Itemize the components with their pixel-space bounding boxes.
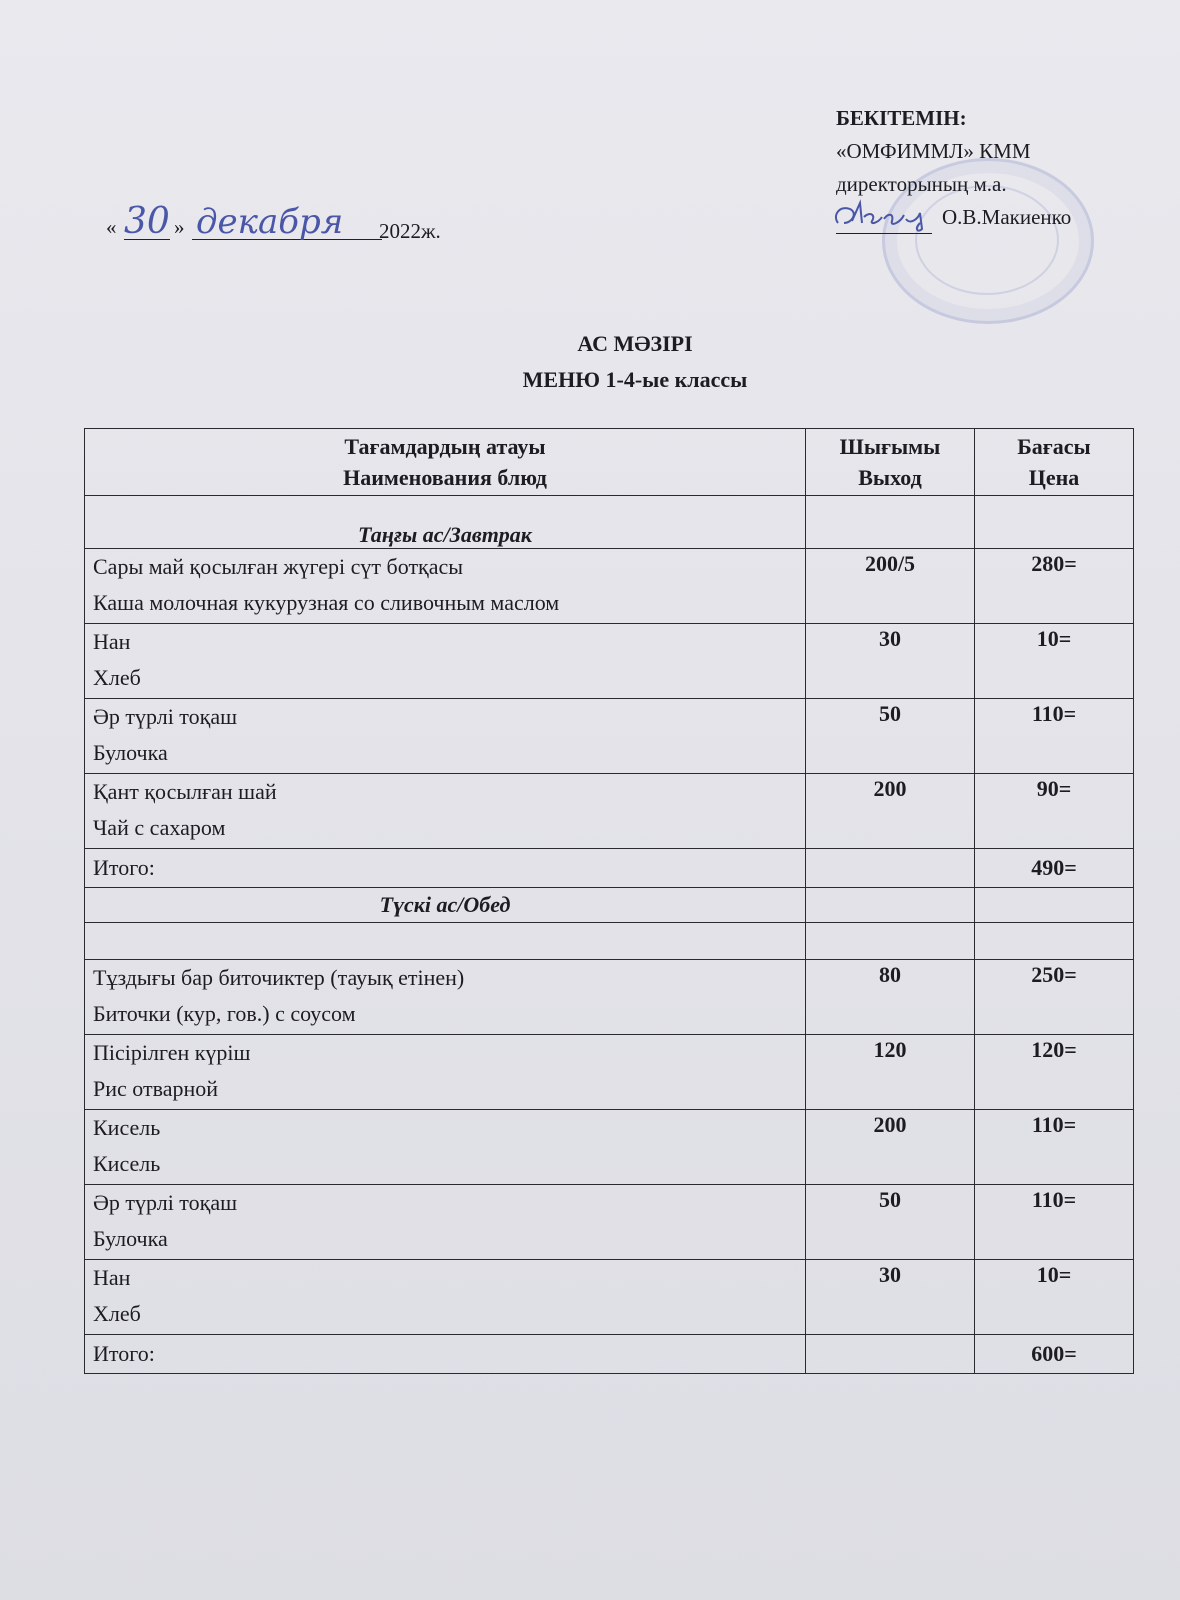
empty-cell [806, 923, 975, 960]
dish-price: 120= [975, 1035, 1134, 1110]
empty-cell [975, 496, 1134, 549]
dish-yield: 30 [806, 624, 975, 699]
date-close-quote: » [174, 215, 185, 239]
handwritten-signature [830, 193, 940, 233]
dish-name [85, 549, 806, 624]
lunch-section-title: Түскі ас/Обед [85, 888, 806, 923]
header-name-ru: Наименования блюд [343, 465, 547, 490]
table-header-row [85, 429, 1134, 496]
dish-name-ru: Хлеб [93, 665, 141, 690]
dish-yield: 200 [806, 774, 975, 849]
total-label: Итого: [85, 849, 806, 888]
dish-price: 110= [975, 699, 1134, 774]
dish-yield: 120 [806, 1035, 975, 1110]
total-label: Итого: [85, 1335, 806, 1374]
header-price [975, 429, 1134, 496]
dish-yield: 200 [806, 1110, 975, 1185]
header-name-kz: Тағамдардың атауы [344, 434, 546, 459]
dish-price: 280= [975, 549, 1134, 624]
header-price-ru: Цена [1028, 465, 1080, 490]
dish-name [85, 1185, 806, 1260]
approval-position: директорының м.а. [836, 172, 1007, 196]
dish-name [85, 699, 806, 774]
dish-name-ru: Биточки (кур, гов.) с соусом [93, 1001, 356, 1026]
approval-title: БЕКІТЕМІН: [836, 106, 967, 130]
dish-name-ru: Кисель [93, 1151, 161, 1176]
dish-yield: 30 [806, 1260, 975, 1335]
handwritten-day: 30 [124, 201, 170, 242]
dish-name-kz: Сары май қосылған жүгері сүт ботқасы [93, 554, 464, 579]
empty-cell [806, 888, 975, 923]
dish-price: 10= [975, 624, 1134, 699]
table-row [85, 699, 1134, 774]
dish-name [85, 774, 806, 849]
signatory-name: О.В.Макиенко [942, 205, 1072, 229]
title-kz: АС МӘЗІРІ [577, 331, 693, 356]
lunch-total-row [85, 1335, 1134, 1374]
table-row [85, 1260, 1134, 1335]
dish-name-ru: Чай с сахаром [93, 815, 226, 840]
dish-name-kz: Нан [93, 1265, 131, 1290]
dish-name-kz: Әр түрлі тоқаш [93, 1190, 238, 1215]
table-row [85, 960, 1134, 1035]
approval-block [836, 102, 1156, 234]
date-line [106, 200, 466, 254]
dish-name-kz: Тұздығы бар биточиктер (тауық етінен) [93, 965, 465, 990]
table-row [85, 624, 1134, 699]
dish-price: 110= [975, 1185, 1134, 1260]
table-row [85, 1185, 1134, 1260]
empty-cell [806, 1335, 975, 1374]
empty-cell [85, 923, 806, 960]
dish-yield: 50 [806, 699, 975, 774]
empty-cell [806, 496, 975, 549]
dish-price: 90= [975, 774, 1134, 849]
header-yield [806, 429, 975, 496]
handwritten-month: декабря [196, 202, 344, 242]
lunch-section-row [85, 888, 1134, 923]
dish-name-kz: Кисель [93, 1115, 161, 1140]
breakfast-total-price: 490= [975, 849, 1134, 888]
dish-price: 110= [975, 1110, 1134, 1185]
table-row [85, 549, 1134, 624]
dish-name-ru: Рис отварной [93, 1076, 219, 1101]
dish-price: 250= [975, 960, 1134, 1035]
dish-name-ru: Булочка [93, 1226, 168, 1251]
empty-cell [975, 888, 1134, 923]
header-price-kz: Бағасы [1017, 434, 1091, 459]
signature-line [836, 201, 1156, 234]
dish-name-kz: Қант қосылған шай [93, 779, 277, 804]
dish-name [85, 624, 806, 699]
dish-name-ru: Булочка [93, 740, 168, 765]
approval-organization: «ОМФИММЛ» КММ [836, 139, 1031, 163]
dish-price: 10= [975, 1260, 1134, 1335]
empty-cell [975, 923, 1134, 960]
table-row [85, 774, 1134, 849]
dish-name [85, 1035, 806, 1110]
dish-name-kz: Нан [93, 629, 131, 654]
signature-field [836, 211, 932, 234]
table-row [85, 1110, 1134, 1185]
menu-table [84, 428, 1134, 1374]
dish-name [85, 1260, 806, 1335]
title-ru: МЕНЮ 1-4-ые классы [522, 367, 748, 392]
breakfast-section-row [85, 496, 1134, 549]
lunch-total-price: 600= [975, 1335, 1134, 1374]
header-name [85, 429, 806, 496]
dish-yield: 200/5 [806, 549, 975, 624]
dish-name-ru: Каша молочная кукурузная со сливочным маслом [93, 590, 560, 615]
header-yield-kz: Шығымы [839, 434, 941, 459]
empty-cell [806, 849, 975, 888]
dish-yield: 50 [806, 1185, 975, 1260]
document-titles [0, 326, 1180, 398]
empty-row [85, 923, 1134, 960]
dish-name-kz: Әр түрлі тоқаш [93, 704, 238, 729]
dish-name [85, 960, 806, 1035]
breakfast-section-title: Таңғы ас/Завтрак [85, 496, 806, 549]
date-open-quote: « [106, 215, 117, 239]
table-row [85, 1035, 1134, 1110]
dish-name-kz: Пісірілген күріш [93, 1040, 251, 1065]
dish-name-ru: Хлеб [93, 1301, 141, 1326]
breakfast-total-row [85, 849, 1134, 888]
dish-yield: 80 [806, 960, 975, 1035]
dish-name [85, 1110, 806, 1185]
date-year: 2022ж. [379, 219, 441, 243]
header-yield-ru: Выход [858, 465, 922, 490]
